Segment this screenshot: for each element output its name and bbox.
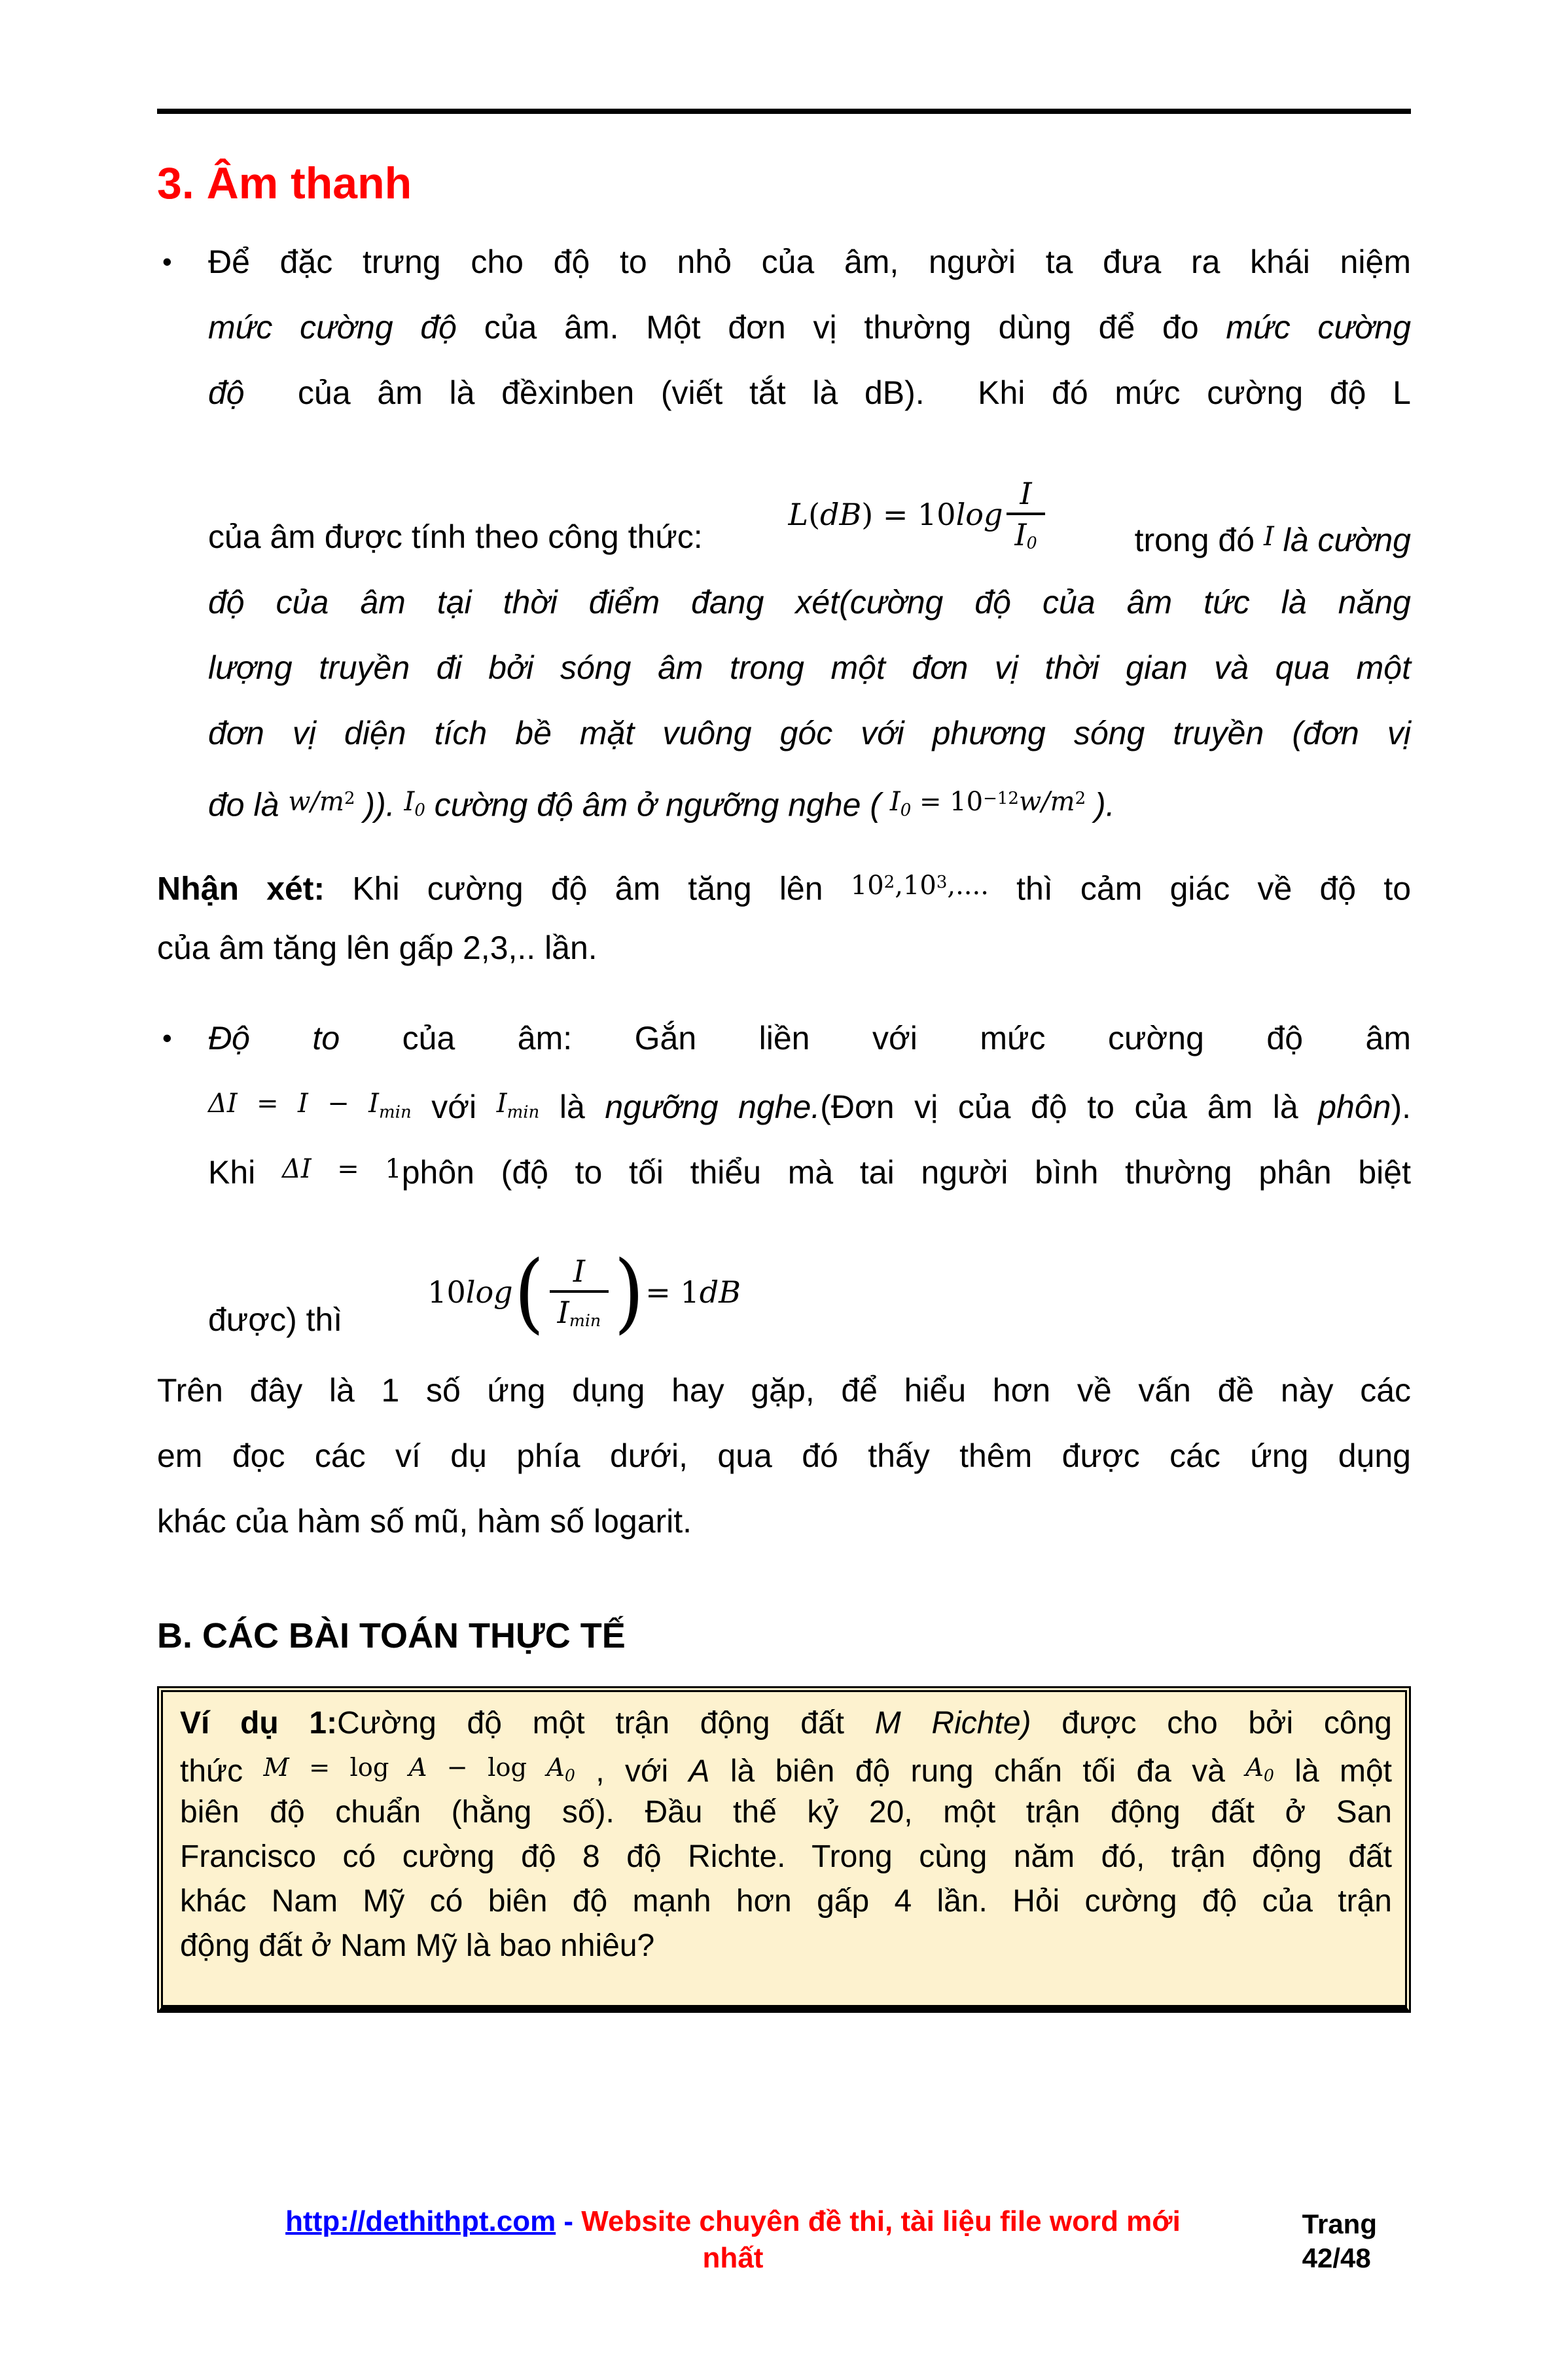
footer-link[interactable]: http://dethithpt.com [285,2205,556,2237]
text-segment: 10 [850,870,884,901]
formula-line [208,1202,1411,1352]
text-segment: M [263,1753,289,1782]
text-segment: 2 [344,789,355,808]
text-segment: 0 [900,801,912,821]
text-segment: được) thì [208,1301,343,1338]
text-segment: ,10 [895,870,936,901]
text-segment: I [1263,522,1274,552]
text-segment: độ của âm tại thời điểm đang xét(cường độ của âm tức là năng [208,584,1411,621]
text-line [208,635,1411,700]
text-segment: ΔI [208,1089,238,1119]
formula-wrap [789,477,1049,552]
text-line [180,1701,1392,1746]
text-segment: w/m [288,786,344,817]
text-segment: Để đặc trưng cho độ to nhỏ của âm, người ta đưa ra khái niệm [208,244,1411,280]
text-segment: là biên độ rung chấn tối đa và [709,1754,1246,1789]
text-segment: L [788,496,809,532]
formula-wrap [427,1241,741,1343]
text-segment: là một [1274,1754,1393,1789]
text-line [208,700,1411,766]
text-segment: log [465,1274,513,1310]
text-segment: 0 [1264,1765,1274,1785]
text-line [208,1136,1411,1202]
text-segment: độ [208,374,245,411]
text-line [157,850,1411,915]
text-segment: log [955,496,1003,532]
text-segment: (Đơn vị của độ to của âm là [820,1088,1319,1125]
text-line [157,915,1411,981]
page-number-label: Trang [1302,2209,1377,2239]
text-segment: của âm tăng lên gấp 2,3,.. lần. [157,930,597,966]
text-segment: = 10 [911,786,984,817]
text-segment: động đất ở Nam Mỹ là bao nhiêu? [180,1928,655,1963]
text-line [208,1005,1411,1071]
text-segment: Ví dụ 1: [180,1706,338,1741]
text-segment: I [496,1089,507,1119]
text-segment: = [237,1089,298,1119]
document-content [157,0,1411,2013]
text-segment: phôn (độ to tối thiểu mà tai người bình thường phân biệt [401,1153,1411,1191]
formula-line-tail [1135,504,1411,569]
closing-paragraph [157,1358,1411,1554]
text-segment: 2 [1075,789,1086,808]
text-segment: I [1020,475,1032,511]
text-line [180,1746,1392,1790]
text-segment: với [411,1088,497,1125]
text-segment: = 1 [645,1274,700,1310]
text-segment: khác của hàm số mũ, hàm số logarit. [157,1503,692,1540]
text-segment: em đọc các ví dụ phía dưới, qua đó thấy thêm được các ứng dụng [157,1437,1411,1474]
text-segment: − log [427,1753,547,1782]
text-segment: min [378,1102,412,1123]
text-segment: biên độ chuẩn (hằng số). Đầu thế kỷ 20, một trận động đất ở San [180,1795,1392,1830]
text-segment: −12 [983,789,1019,808]
text-segment: , với [575,1754,689,1789]
text-segment: mức cường độ [208,309,457,346]
text-segment: lượng truyền đi bởi sóng âm trong một đơn vị thời gian và qua một [208,649,1411,686]
text-segment: A [546,1753,565,1782]
text-segment: min [569,1310,601,1330]
text-segment: I [298,1089,308,1119]
text-segment: − [308,1089,369,1119]
text-segment: ). [1086,786,1115,823]
footer-tagline-2: nhất [702,2242,764,2274]
text-line [180,1835,1392,1879]
text-segment: đo là [208,786,289,823]
text-segment: thức [180,1754,264,1789]
example-box [157,1686,1411,2013]
text-segment: A [408,1753,427,1782]
formula-line [208,425,1411,569]
text-segment: khác Nam Mỹ có biên độ mạnh hơn gấp 4 lần. Hỏi cường độ của trận [180,1884,1392,1919]
text-segment: w/m [1018,786,1075,817]
footer-line-1 [157,2203,1309,2240]
text-segment: A [1245,1753,1264,1782]
text-segment: Khi cường độ âm tăng lên [325,870,851,907]
text-segment: được cho bởi công [1031,1706,1393,1741]
text-segment: )). [355,786,404,823]
text-segment: I [404,786,415,817]
section-heading-am-thanh: 3. Âm thanh [157,158,412,208]
formula [789,477,1049,552]
text-line [157,1358,1411,1423]
text-line [180,1924,1392,1968]
text-segment: I [1014,516,1027,552]
fraction-numerator [1012,477,1039,513]
text-segment: Trên đây là 1 số ứng dụng hay gặp, để hiểu hơn về vấn đề này các [157,1372,1411,1409]
text-segment: Francisco có cường độ 8 độ Richte. Trong cùng năm đó, trận động đất [180,1839,1392,1874]
intro-bullet-paragraph [157,229,1411,831]
text-segment: là cường [1274,521,1411,558]
text-segment: ). [1391,1088,1412,1125]
top-rule [157,109,1411,114]
text-line [157,1489,1411,1554]
text-segment: = 1 [311,1154,402,1184]
text-segment: của âm là đềxinben (viết tắt là dB). Khi đó mức cường độ L [244,374,1411,411]
nhan-xet-paragraph [157,850,1411,981]
text-segment: I [889,786,900,817]
text-segment: đơn vị diện tích bề mặt vuông góc với phương sóng truyền (đơn vị [208,715,1411,751]
text-line [157,1423,1411,1489]
text-segment: Độ to [208,1020,340,1056]
fraction-numerator [565,1254,593,1290]
text-line [180,1790,1392,1835]
text-segment: I [573,1253,586,1289]
formula-line-lead [208,1287,342,1352]
text-segment: I [368,1089,379,1119]
bullet-marker: • [162,246,172,277]
text-segment: ngưỡng nghe. [605,1088,821,1125]
footer-dash: - [556,2205,582,2237]
page-number-value: 42/48 [1302,2243,1371,2273]
text-segment: phôn [1318,1088,1391,1125]
fraction-denominator [550,1290,609,1330]
do-to-bullet-paragraph [157,1005,1411,1352]
section-heading-bai-toan: B. CÁC BÀI TOÁN THỰC TẾ [157,1616,626,1655]
text-line [208,1071,1411,1136]
text-segment: I [557,1294,569,1330]
text-segment: 10 [427,1274,466,1310]
text-segment: 0 [565,1765,575,1785]
text-segment: dB [699,1274,741,1310]
text-segment: ,.... [947,870,989,901]
text-segment: của âm được tính theo công thức: [208,518,703,555]
text-segment: Cường độ một trận động đất [337,1706,875,1741]
text-segment: dB [820,496,862,532]
text-segment: của âm. Một đơn vị thường dùng để đo [457,309,1226,346]
text-segment: min [507,1102,540,1123]
text-segment: ΔI [281,1154,312,1184]
text-segment: Khi [208,1153,282,1191]
text-segment: mức cường [1226,309,1411,346]
page-number [1302,2207,1377,2275]
open-paren-icon: ( [514,1241,544,1343]
close-paren-icon: ) [614,1241,645,1343]
text-line [208,229,1411,295]
fraction-denominator [1007,513,1044,552]
text-segment: 0 [414,801,425,821]
text-segment: ) = 10 [861,496,956,532]
text-segment: thì cảm giác về độ to [988,870,1412,907]
text-segment: ( [808,496,821,532]
text-segment: 2 [883,873,895,892]
text-segment: A [688,1754,710,1789]
footer-tagline: Website chuyên đề thi, tài liệu file word mới [581,2205,1181,2237]
text-line [208,569,1411,635]
text-line [208,766,1411,831]
text-segment: Nhận xét: [157,870,325,907]
fraction [1007,477,1044,552]
text-segment: 0 [1026,533,1037,552]
text-segment: M Richte) [874,1706,1031,1741]
footer [157,2203,1309,2277]
text-line [180,1879,1392,1924]
text-segment: của âm: Gắn liền với mức cường độ âm [340,1020,1412,1056]
text-segment: là [539,1088,605,1125]
text-line [208,360,1411,425]
formula-line-lead [208,504,703,569]
fraction [550,1254,609,1330]
text-segment: 3 [936,873,948,892]
text-segment: = log [289,1753,409,1782]
bullet-marker: • [162,1022,172,1053]
text-segment: trong đó [1134,521,1264,558]
text-line [208,295,1411,360]
formula [427,1241,741,1343]
text-segment: cường độ âm ở ngưỡng nghe ( [425,786,890,823]
